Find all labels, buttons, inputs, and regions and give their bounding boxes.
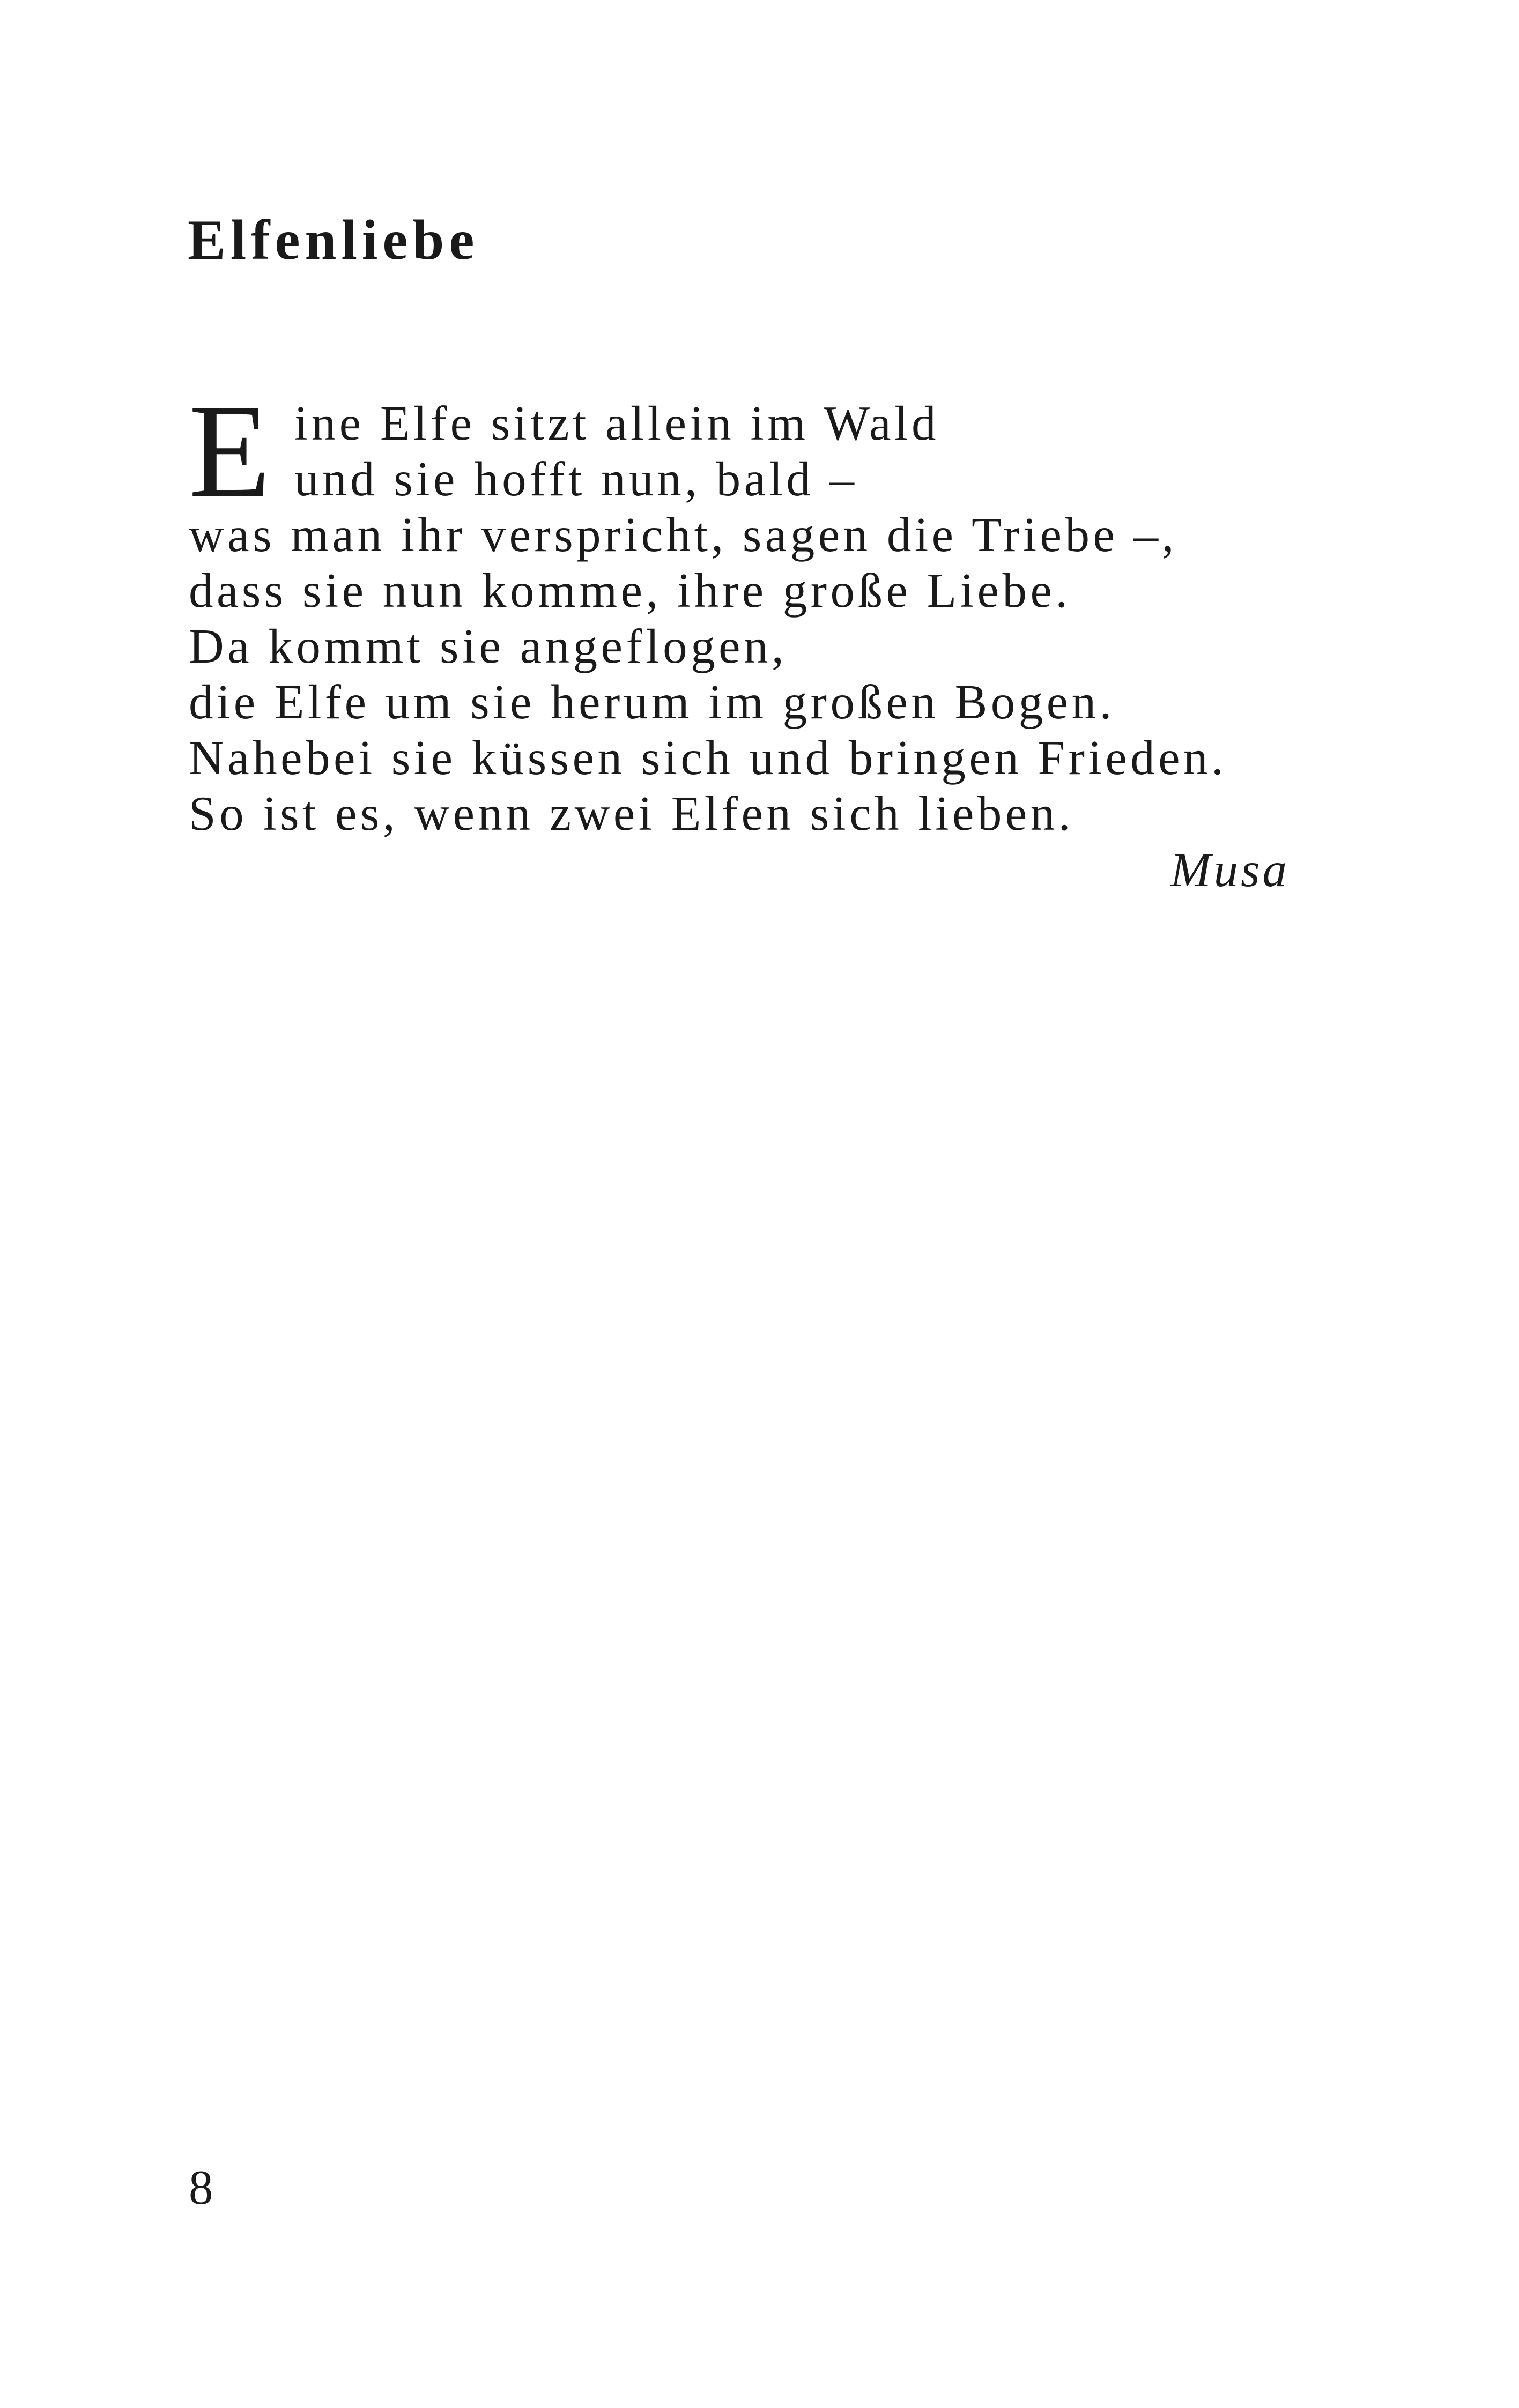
poem-line: So ist es, wenn zwei Elfen sich lieben. — [189, 786, 1075, 841]
poem-line: dass sie nun komme, ihre große Liebe. — [189, 563, 1071, 618]
poem-line: die Elfe um sie herum im großen Bogen. — [189, 675, 1115, 729]
poem-author: Musa — [1170, 843, 1290, 897]
poem-line: und sie hofft nun, bald – — [294, 452, 858, 506]
poem-line: was man ihr verspricht, sagen die Triebe –, — [189, 508, 1177, 562]
poem-body — [189, 377, 1315, 842]
poem-line: Da kommt sie angeflogen, — [189, 619, 788, 673]
poem-line: ine Elfe sitzt allein im Wald — [294, 396, 939, 450]
drop-cap: E — [189, 377, 271, 525]
poem-title: Elfenliebe — [188, 209, 479, 271]
poem-line: Nahebei sie küssen sich und bringen Frieden. — [189, 731, 1227, 785]
page-number: 8 — [189, 2160, 213, 2214]
